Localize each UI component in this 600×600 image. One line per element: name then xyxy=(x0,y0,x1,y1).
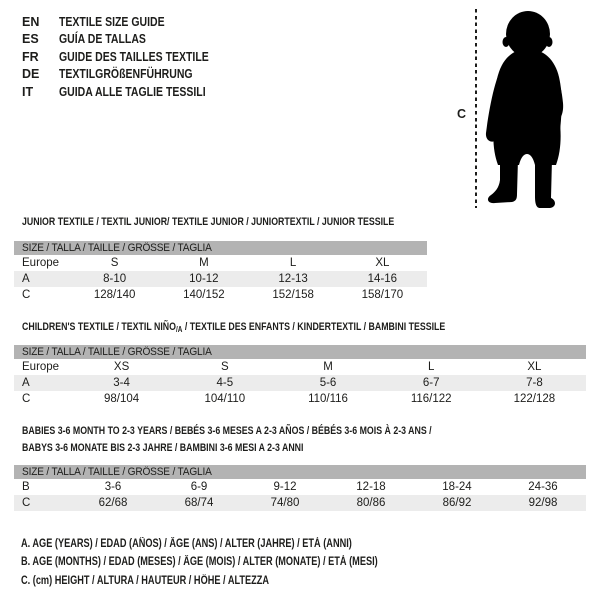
row-label: Europe xyxy=(22,257,60,269)
language-code: FR xyxy=(22,49,39,64)
footnote-c: C. (cm) HEIGHT / ALTURA / HAUTEUR / HÖHE / ALTEZZA xyxy=(21,574,270,587)
size-header-bar xyxy=(14,241,427,255)
size-header-label: SIZE / TALLA / TAILLE / GRÖSSE / TAGLIA xyxy=(22,346,212,358)
footnote-b: B. AGE (MONTHS) / EDAD (MESES) / ÂGE (MOIS) / ALTER (MONATE) / ETÀ (MESI) xyxy=(21,556,378,569)
table-cell: 4-5 xyxy=(216,377,234,389)
table-cell: L xyxy=(289,257,297,269)
table-cell: 8-10 xyxy=(103,273,127,285)
language-header xyxy=(22,14,237,101)
table-cell: 80/86 xyxy=(356,497,386,509)
table-cell: 92/98 xyxy=(528,497,558,509)
table-cell: 140/152 xyxy=(183,289,225,301)
table-cell: 62/68 xyxy=(98,497,128,509)
row-label: A xyxy=(22,377,30,389)
language-label: GUÍA DE TALLAS xyxy=(59,32,146,47)
table-cell: M xyxy=(199,257,209,269)
size-header-label: SIZE / TALLA / TAILLE / GRÖSSE / TAGLIA xyxy=(22,466,212,478)
table-cell: 152/158 xyxy=(272,289,314,301)
table-row-a xyxy=(14,375,586,391)
baby-silhouette-icon xyxy=(483,7,569,210)
table-cell: 18-24 xyxy=(442,481,472,493)
table-cell: 122/128 xyxy=(513,393,556,405)
language-row-it xyxy=(22,84,237,101)
table-cell: 10-12 xyxy=(189,273,219,285)
table-row-b xyxy=(14,479,586,495)
babies-size-table xyxy=(14,465,586,511)
table-cell: 7-8 xyxy=(526,377,543,389)
row-label: C xyxy=(22,497,31,509)
junior-section-title: JUNIOR TEXTILE / TEXTIL JUNIOR/ TEXTILE JUNIOR / JUNIORTEXTIL / JUNIOR TESSILE xyxy=(22,216,395,228)
table-cell: 104/110 xyxy=(204,393,246,405)
table-cell: 68/74 xyxy=(184,497,214,509)
table-cell: 86/92 xyxy=(442,497,472,509)
language-code: DE xyxy=(22,67,40,82)
table-cell: L xyxy=(428,361,435,373)
babies-title-line-2: BABYS 3-6 MONATE BIS 2-3 JAHRE / BAMBINI 3-6 MESI A 2-3 ANNI xyxy=(22,442,304,454)
table-row-c xyxy=(14,391,586,407)
table-row-c xyxy=(14,287,427,303)
row-label: C xyxy=(22,393,31,405)
size-header-bar xyxy=(14,345,586,359)
language-label: TEXTILGRÖßENFÜHRUNG xyxy=(59,67,193,82)
language-row-es xyxy=(22,31,237,48)
babies-title-line-1: BABIES 3-6 MONTH TO 2-3 YEARS / BEBÉS 3-6 MESES A 2-3 AÑOS / BÉBÉS 3-6 MOIS À 2-3 ANS / xyxy=(22,425,432,437)
children-size-table xyxy=(14,345,586,407)
footnote-a: A. AGE (YEARS) / EDAD (AÑOS) / ÂGE (ANS) / ALTER (JAHRE) / ETÀ (ANNI) xyxy=(21,538,352,550)
size-header-label: SIZE / TALLA / TAILLE / GRÖSSE / TAGLIA xyxy=(22,242,212,254)
table-cell: 12-13 xyxy=(278,273,308,285)
babies-section-title xyxy=(22,423,432,457)
language-row-en xyxy=(22,14,237,31)
row-label: Europe xyxy=(22,361,60,373)
table-cell: 74/80 xyxy=(270,497,300,509)
table-cell: 5-6 xyxy=(319,377,337,389)
row-label: A xyxy=(22,273,30,285)
language-code: ES xyxy=(22,32,39,47)
junior-size-table xyxy=(14,241,427,303)
language-code: IT xyxy=(22,84,34,99)
table-cell: 6-7 xyxy=(422,377,440,389)
children-title-subscript: /A xyxy=(175,325,183,334)
height-measure-label: C xyxy=(457,107,467,121)
table-cell: 3-6 xyxy=(104,481,122,493)
language-row-de xyxy=(22,66,237,83)
language-code: EN xyxy=(22,15,40,29)
table-cell: S xyxy=(110,257,119,269)
table-cell: 158/170 xyxy=(361,289,404,301)
table-cell: 9-12 xyxy=(273,481,297,493)
table-cell: XS xyxy=(113,361,130,373)
table-cell: 6-9 xyxy=(190,481,208,493)
table-row-c xyxy=(14,495,586,511)
table-cell: 98/104 xyxy=(104,393,140,405)
table-cell: S xyxy=(220,361,229,373)
row-label: B xyxy=(22,481,30,493)
table-cell: M xyxy=(323,361,333,373)
language-label: TEXTILE SIZE GUIDE xyxy=(59,15,165,29)
table-cell: 12-18 xyxy=(356,481,386,493)
table-cell: 3-4 xyxy=(113,377,130,389)
children-title-text-tail: / TEXTILE DES ENFANTS / KINDERTEXTIL / BAMBINI TESSILE xyxy=(182,321,446,333)
table-cell: XL xyxy=(527,361,542,373)
height-measure-line xyxy=(475,9,477,208)
table-cell: 14-16 xyxy=(367,273,398,285)
footnotes xyxy=(21,535,467,590)
table-cell: 24-36 xyxy=(528,481,558,493)
table-cell: 116/122 xyxy=(410,393,452,405)
size-header-bar xyxy=(14,465,586,479)
language-label: GUIDA ALLE TAGLIE TESSILI xyxy=(59,84,206,99)
children-section-title xyxy=(22,321,445,334)
language-row-fr xyxy=(22,49,237,66)
table-row-a xyxy=(14,271,427,287)
table-cell: 110/116 xyxy=(308,393,348,405)
table-cell: XL xyxy=(375,257,390,269)
language-label: GUIDE DES TAILLES TEXTILE xyxy=(59,49,209,64)
table-row-europe xyxy=(14,359,586,375)
children-title-text: CHILDREN'S TEXTILE / TEXTIL NIÑO xyxy=(22,321,176,333)
row-label: C xyxy=(22,289,31,301)
table-row-europe xyxy=(14,255,427,271)
table-cell: 128/140 xyxy=(93,289,136,301)
